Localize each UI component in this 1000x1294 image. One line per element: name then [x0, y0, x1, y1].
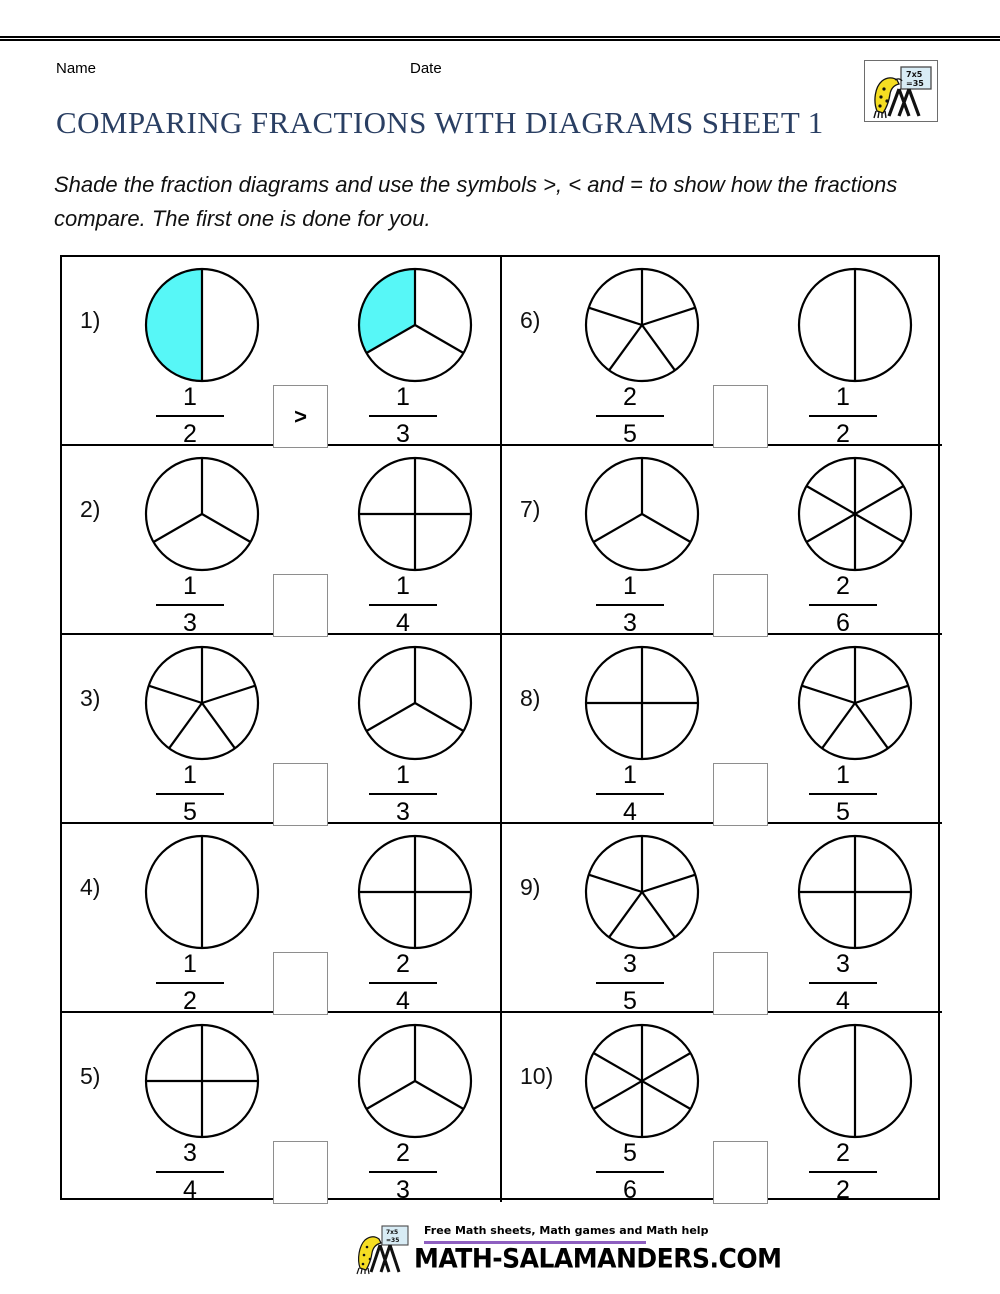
- numerator: 3: [183, 1139, 197, 1167]
- footer-salamander-icon: [352, 1224, 418, 1276]
- fraction-label-left: [584, 1141, 676, 1203]
- divider-line: [169, 703, 202, 748]
- problem-number: 7): [520, 496, 541, 522]
- fraction-circle-5ths: [797, 645, 913, 761]
- page-title: COMPARING FRACTIONS WITH DIAGRAMS SHEET 1: [56, 105, 824, 140]
- footer-logo: [352, 1222, 782, 1278]
- problem-number: 6): [520, 307, 541, 333]
- numerator: 2: [623, 383, 637, 411]
- svg-text:7x5: 7x5: [386, 1229, 399, 1236]
- numerator: 1: [836, 761, 850, 789]
- fraction-label-right: [357, 1141, 449, 1203]
- fraction-label-right: [357, 574, 449, 636]
- fraction-circle-5ths: [144, 645, 260, 761]
- fraction-bar: [156, 1171, 224, 1173]
- denominator: 3: [396, 1176, 410, 1204]
- numerator: 1: [183, 761, 197, 789]
- numerator: 1: [396, 383, 410, 411]
- denominator: 5: [836, 798, 850, 826]
- denominator: 4: [836, 987, 850, 1015]
- fraction-diagram-left[interactable]: [144, 834, 260, 955]
- fraction-circle-2ths: [797, 1023, 913, 1139]
- fraction-circle-3ths: [144, 456, 260, 572]
- divider-line: [202, 514, 250, 542]
- fraction-diagram-right[interactable]: [797, 456, 913, 577]
- fraction-bar: [596, 793, 664, 795]
- fraction-diagram-right[interactable]: [357, 834, 473, 955]
- denominator: 5: [623, 420, 637, 448]
- fraction-diagram-right[interactable]: [797, 834, 913, 955]
- divider-line: [589, 875, 642, 892]
- divider-line: [642, 308, 695, 325]
- denominator: 3: [183, 609, 197, 637]
- divider-line: [822, 703, 855, 748]
- answer-box[interactable]: [273, 763, 328, 826]
- fraction-diagram-left[interactable]: [584, 267, 700, 388]
- problem-cell: [502, 446, 942, 635]
- fraction-diagram-right[interactable]: [357, 456, 473, 577]
- denominator: 3: [396, 420, 410, 448]
- svg-text:7x5: 7x5: [906, 70, 923, 79]
- svg-text:=35: =35: [386, 1237, 400, 1244]
- fraction-circle-3ths: [357, 1023, 473, 1139]
- fraction-label-left: [144, 385, 236, 447]
- fraction-bar: [369, 793, 437, 795]
- worksheet-row: [62, 635, 942, 824]
- answer-box[interactable]: [273, 952, 328, 1015]
- divider-line: [202, 686, 255, 703]
- numerator: 2: [836, 1139, 850, 1167]
- fraction-circle-4ths: [357, 456, 473, 572]
- fraction-bar: [369, 604, 437, 606]
- footer-tagline: Free Math sheets, Math games and Math help: [424, 1224, 709, 1237]
- numerator: 3: [623, 950, 637, 978]
- fraction-circle-4ths: [144, 1023, 260, 1139]
- numerator: 2: [396, 1139, 410, 1167]
- problem-cell: [502, 1013, 942, 1202]
- worksheet-row: [62, 257, 942, 446]
- divider-line: [609, 325, 642, 370]
- date-label: Date: [410, 60, 442, 77]
- divider-line: [642, 325, 675, 370]
- name-label: Name: [56, 60, 97, 77]
- fraction-diagram-left[interactable]: [584, 645, 700, 766]
- fraction-diagram-left[interactable]: [584, 456, 700, 577]
- denominator: 3: [623, 609, 637, 637]
- worksheet-row: [62, 446, 942, 635]
- fraction-label-right: [797, 952, 889, 1014]
- fraction-bar: [809, 793, 877, 795]
- problem-number: 3): [80, 685, 101, 711]
- divider-line: [855, 703, 888, 748]
- fraction-bar: [156, 415, 224, 417]
- worksheet-row: [62, 824, 942, 1013]
- fraction-circle-2ths: [144, 834, 260, 950]
- answer-box[interactable]: [713, 763, 768, 826]
- fraction-label-left: [144, 952, 236, 1014]
- worksheet-grid: [60, 255, 940, 1204]
- instructions-text: Shade the fraction diagrams and use the symbols >, < and = to show how the fractions compare. The first one is done for you.: [54, 172, 898, 232]
- numerator: 2: [836, 572, 850, 600]
- denominator: 6: [623, 1176, 637, 1204]
- fraction-label-right: [797, 1141, 889, 1203]
- fraction-label-left: [584, 574, 676, 636]
- answer-box[interactable]: [713, 1141, 768, 1204]
- fraction-bar: [809, 415, 877, 417]
- fraction-bar: [369, 982, 437, 984]
- shaded-sector: [146, 269, 202, 381]
- fraction-diagram-right[interactable]: [797, 645, 913, 766]
- fraction-circle-4ths: [357, 834, 473, 950]
- problem-number: 10): [520, 1063, 554, 1089]
- numerator: 1: [836, 383, 850, 411]
- worksheet-row: [62, 1013, 942, 1202]
- numerator: 1: [623, 572, 637, 600]
- denominator: 4: [623, 798, 637, 826]
- denominator: 2: [183, 420, 197, 448]
- fraction-label-right: [797, 763, 889, 825]
- fraction-circle-3ths: [357, 267, 473, 383]
- fraction-circle-2ths: [797, 267, 913, 383]
- fraction-label-right: [797, 385, 889, 447]
- problem-cell: [62, 446, 502, 635]
- divider-line: [855, 686, 908, 703]
- problem-cell: [62, 1013, 502, 1202]
- fraction-circle-5ths: [584, 834, 700, 950]
- fraction-diagram-left[interactable]: [584, 1023, 700, 1144]
- problem-cell: [62, 824, 502, 1013]
- answer-box[interactable]: >: [273, 385, 328, 448]
- fraction-circle-4ths: [584, 645, 700, 761]
- denominator: 2: [836, 420, 850, 448]
- fraction-label-left: [584, 952, 676, 1014]
- fraction-circle-4ths: [797, 834, 913, 950]
- problem-number: 8): [520, 685, 541, 711]
- fraction-bar: [596, 1171, 664, 1173]
- fraction-diagram-right[interactable]: [797, 1023, 913, 1144]
- fraction-diagram-left[interactable]: [144, 456, 260, 577]
- fraction-bar: [809, 982, 877, 984]
- divider-line: [367, 703, 415, 731]
- numerator: 1: [183, 383, 197, 411]
- numerator: 1: [396, 761, 410, 789]
- fraction-label-right: [357, 952, 449, 1014]
- denominator: 3: [396, 798, 410, 826]
- divider-line: [415, 325, 463, 353]
- divider-line: [642, 875, 695, 892]
- fraction-label-right: [797, 574, 889, 636]
- salamander-easel-icon: [865, 61, 937, 121]
- fraction-label-left: [144, 574, 236, 636]
- fraction-diagram-left[interactable]: [144, 645, 260, 766]
- denominator: 5: [183, 798, 197, 826]
- fraction-diagram-left[interactable]: [144, 1023, 260, 1144]
- divider-line: [149, 686, 202, 703]
- page-top-rule: [0, 36, 1000, 41]
- fraction-label-left: [584, 763, 676, 825]
- numerator: 3: [836, 950, 850, 978]
- numerator: 5: [623, 1139, 637, 1167]
- divider-line: [594, 514, 642, 542]
- answer-box[interactable]: [713, 385, 768, 448]
- fraction-circle-3ths: [357, 645, 473, 761]
- fraction-bar: [156, 793, 224, 795]
- fraction-label-right: [357, 763, 449, 825]
- fraction-circle-3ths: [584, 456, 700, 572]
- fraction-bar: [596, 415, 664, 417]
- math-salamanders-logo: [864, 60, 938, 122]
- denominator: 5: [623, 987, 637, 1015]
- problem-cell: [62, 635, 502, 824]
- fraction-circle-2ths: [144, 267, 260, 383]
- fraction-bar: [809, 604, 877, 606]
- fraction-diagram-left[interactable]: [144, 267, 260, 388]
- numerator: 1: [183, 572, 197, 600]
- fraction-circle-6ths: [584, 1023, 700, 1139]
- divider-line: [642, 514, 690, 542]
- fraction-bar: [156, 604, 224, 606]
- fraction-diagram-right[interactable]: [797, 267, 913, 388]
- divider-line: [202, 703, 235, 748]
- fraction-diagram-left[interactable]: [584, 834, 700, 955]
- fraction-bar: [369, 415, 437, 417]
- denominator: 6: [836, 609, 850, 637]
- problem-cell: [502, 635, 942, 824]
- fraction-bar: [596, 982, 664, 984]
- svg-text:=35: =35: [906, 79, 924, 88]
- footer-url: MATH-SALAMANDERS.COM: [414, 1243, 782, 1274]
- problem-cell: [62, 257, 502, 446]
- denominator: 2: [836, 1176, 850, 1204]
- divider-line: [589, 308, 642, 325]
- numerator: 2: [396, 950, 410, 978]
- divider-line: [415, 703, 463, 731]
- answer-box[interactable]: [713, 952, 768, 1015]
- divider-line: [609, 892, 642, 937]
- problem-cell: [502, 824, 942, 1013]
- divider-line: [154, 514, 202, 542]
- fraction-diagram-right[interactable]: [357, 1023, 473, 1144]
- problem-number: 1): [80, 307, 101, 333]
- answer-box[interactable]: [273, 574, 328, 637]
- fraction-label-left: [144, 1141, 236, 1203]
- fraction-bar: [809, 1171, 877, 1173]
- fraction-circle-6ths: [797, 456, 913, 572]
- fraction-circle-5ths: [584, 267, 700, 383]
- problem-number: 9): [520, 874, 541, 900]
- fraction-diagram-right[interactable]: [357, 267, 473, 388]
- numerator: 1: [623, 761, 637, 789]
- fraction-bar: [156, 982, 224, 984]
- denominator: 4: [183, 1176, 197, 1204]
- fraction-label-left: [584, 385, 676, 447]
- numerator: 1: [396, 572, 410, 600]
- denominator: 4: [396, 609, 410, 637]
- answer-box[interactable]: [713, 574, 768, 637]
- problem-number: 4): [80, 874, 101, 900]
- divider-line: [802, 686, 855, 703]
- numerator: 1: [183, 950, 197, 978]
- denominator: 4: [396, 987, 410, 1015]
- problem-number: 2): [80, 496, 101, 522]
- problem-cell: [502, 257, 942, 446]
- divider-line: [642, 892, 675, 937]
- answer-box[interactable]: [273, 1141, 328, 1204]
- problem-number: 5): [80, 1063, 101, 1089]
- fraction-diagram-right[interactable]: [357, 645, 473, 766]
- denominator: 2: [183, 987, 197, 1015]
- fraction-bar: [596, 604, 664, 606]
- fraction-label-right: [357, 385, 449, 447]
- divider-line: [415, 1081, 463, 1109]
- divider-line: [367, 1081, 415, 1109]
- fraction-bar: [369, 1171, 437, 1173]
- fraction-label-left: [144, 763, 236, 825]
